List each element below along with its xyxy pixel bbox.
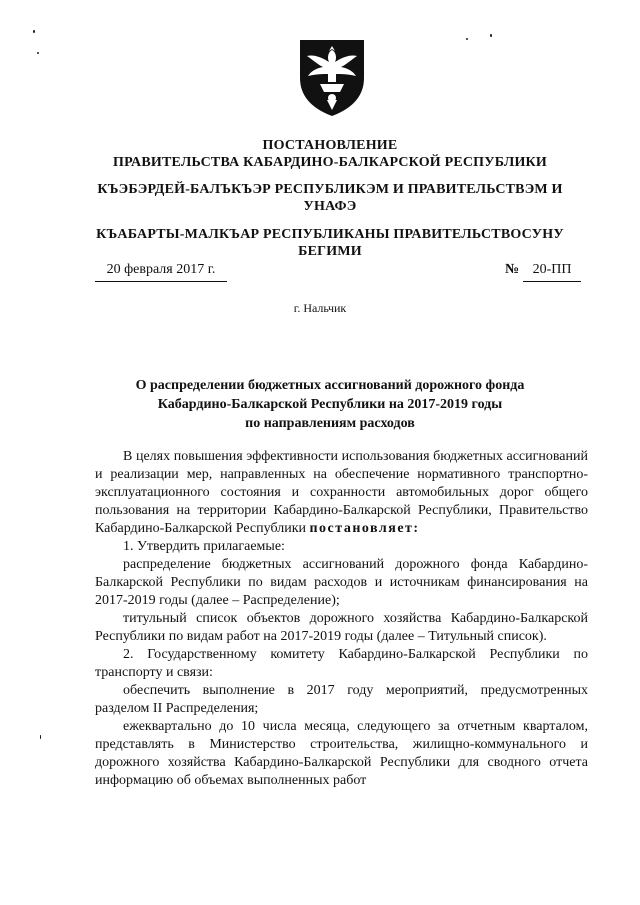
- clause-1: 1. Утвердить прилагаемые:: [123, 539, 285, 554]
- header-government-kbd-2: УНАФЭ: [303, 199, 357, 214]
- scan-speck: [466, 38, 468, 40]
- document-title: [110, 376, 550, 433]
- document-body: [95, 448, 588, 790]
- scan-speck: [40, 735, 41, 739]
- preamble-paragraph: [95, 448, 588, 538]
- header-title: ПОСТАНОВЛЕНИЕ: [262, 138, 398, 153]
- header-government-krc: КЪАБАРТЫ-МАЛКЪАР РЕСПУБЛИКАНЫ ПРАВИТЕЛЬСТВОСУНУ: [96, 227, 564, 242]
- title-line: О распределении бюджетных ассигнований дорожного фонда: [135, 378, 525, 393]
- clause-2-item-report: ежеквартально до 10 числа месяца, следующего за отчетным кварталом, представлять в Министерство строительства, жилищно-коммунального и дорожного хозяйства Кабардино-Балкарской Республики для сводного отчета информацию об объемах выполненных работ: [95, 719, 588, 788]
- clause-1-item-title-list: титульный список объектов дорожного хозяйства Кабардино-Балкарской Республики по видам работ на 2017-2019 годы (далее – Титульный список).: [95, 611, 588, 644]
- header-block-1: [80, 137, 580, 171]
- header-government-ru: ПРАВИТЕЛЬСТВА КАБАРДИНО-БАЛКАРСКОЙ РЕСПУБЛИКИ: [112, 155, 548, 170]
- clause-2-item-execute: обеспечить выполнение в 2017 году мероприятий, предусмотренных разделом II Распределения;: [95, 683, 588, 716]
- document-number: 20-ПП: [523, 262, 581, 282]
- header-government-kbd: КЪЭБЭРДЕЙ-БАЛЪКЪЭР РЕСПУБЛИКЭМ И ПРАВИТЕЛЬСТВЭМ И: [97, 182, 563, 197]
- decree-word: постановляет:: [309, 521, 420, 536]
- title-line: Кабардино-Балкарской Республики на 2017-2019 годы: [157, 397, 503, 412]
- scan-speck: [490, 34, 492, 37]
- scan-speck: [37, 52, 39, 54]
- preamble-text: В целях повышения эффективности использования бюджетных ассигнований и реализации мер, направленных на обеспечение нормативного транспортно-эксплуатационного состояния и сохранности автомобильных дорог общего пользования на территории Кабардино-Балкарской Республики, Правительство Кабардино-Балкарской Республики: [95, 449, 588, 536]
- coat-of-arms-icon: [296, 34, 368, 118]
- number-sign: №: [505, 262, 520, 277]
- scan-speck: [33, 30, 35, 33]
- header-block-2: [80, 181, 580, 215]
- clause-1-item-distribution: распределение бюджетных ассигнований дорожного фонда Кабардино-Балкарской Республики по видам расходов и источникам финансирования на 2017-2019 годы (далее – Распределение);: [95, 557, 588, 608]
- document-city: г. Нальчик: [293, 301, 347, 315]
- document-number-block: [505, 262, 581, 282]
- document-date: 20 февраля 2017 г.: [95, 262, 227, 282]
- title-line: по направлениям расходов: [245, 416, 415, 431]
- header-block-3: [80, 226, 580, 260]
- header-government-krc-2: БЕГИМИ: [298, 244, 362, 259]
- clause-2: 2. Государственному комитету Кабардино-Балкарской Республики по транспорту и связи:: [95, 647, 588, 680]
